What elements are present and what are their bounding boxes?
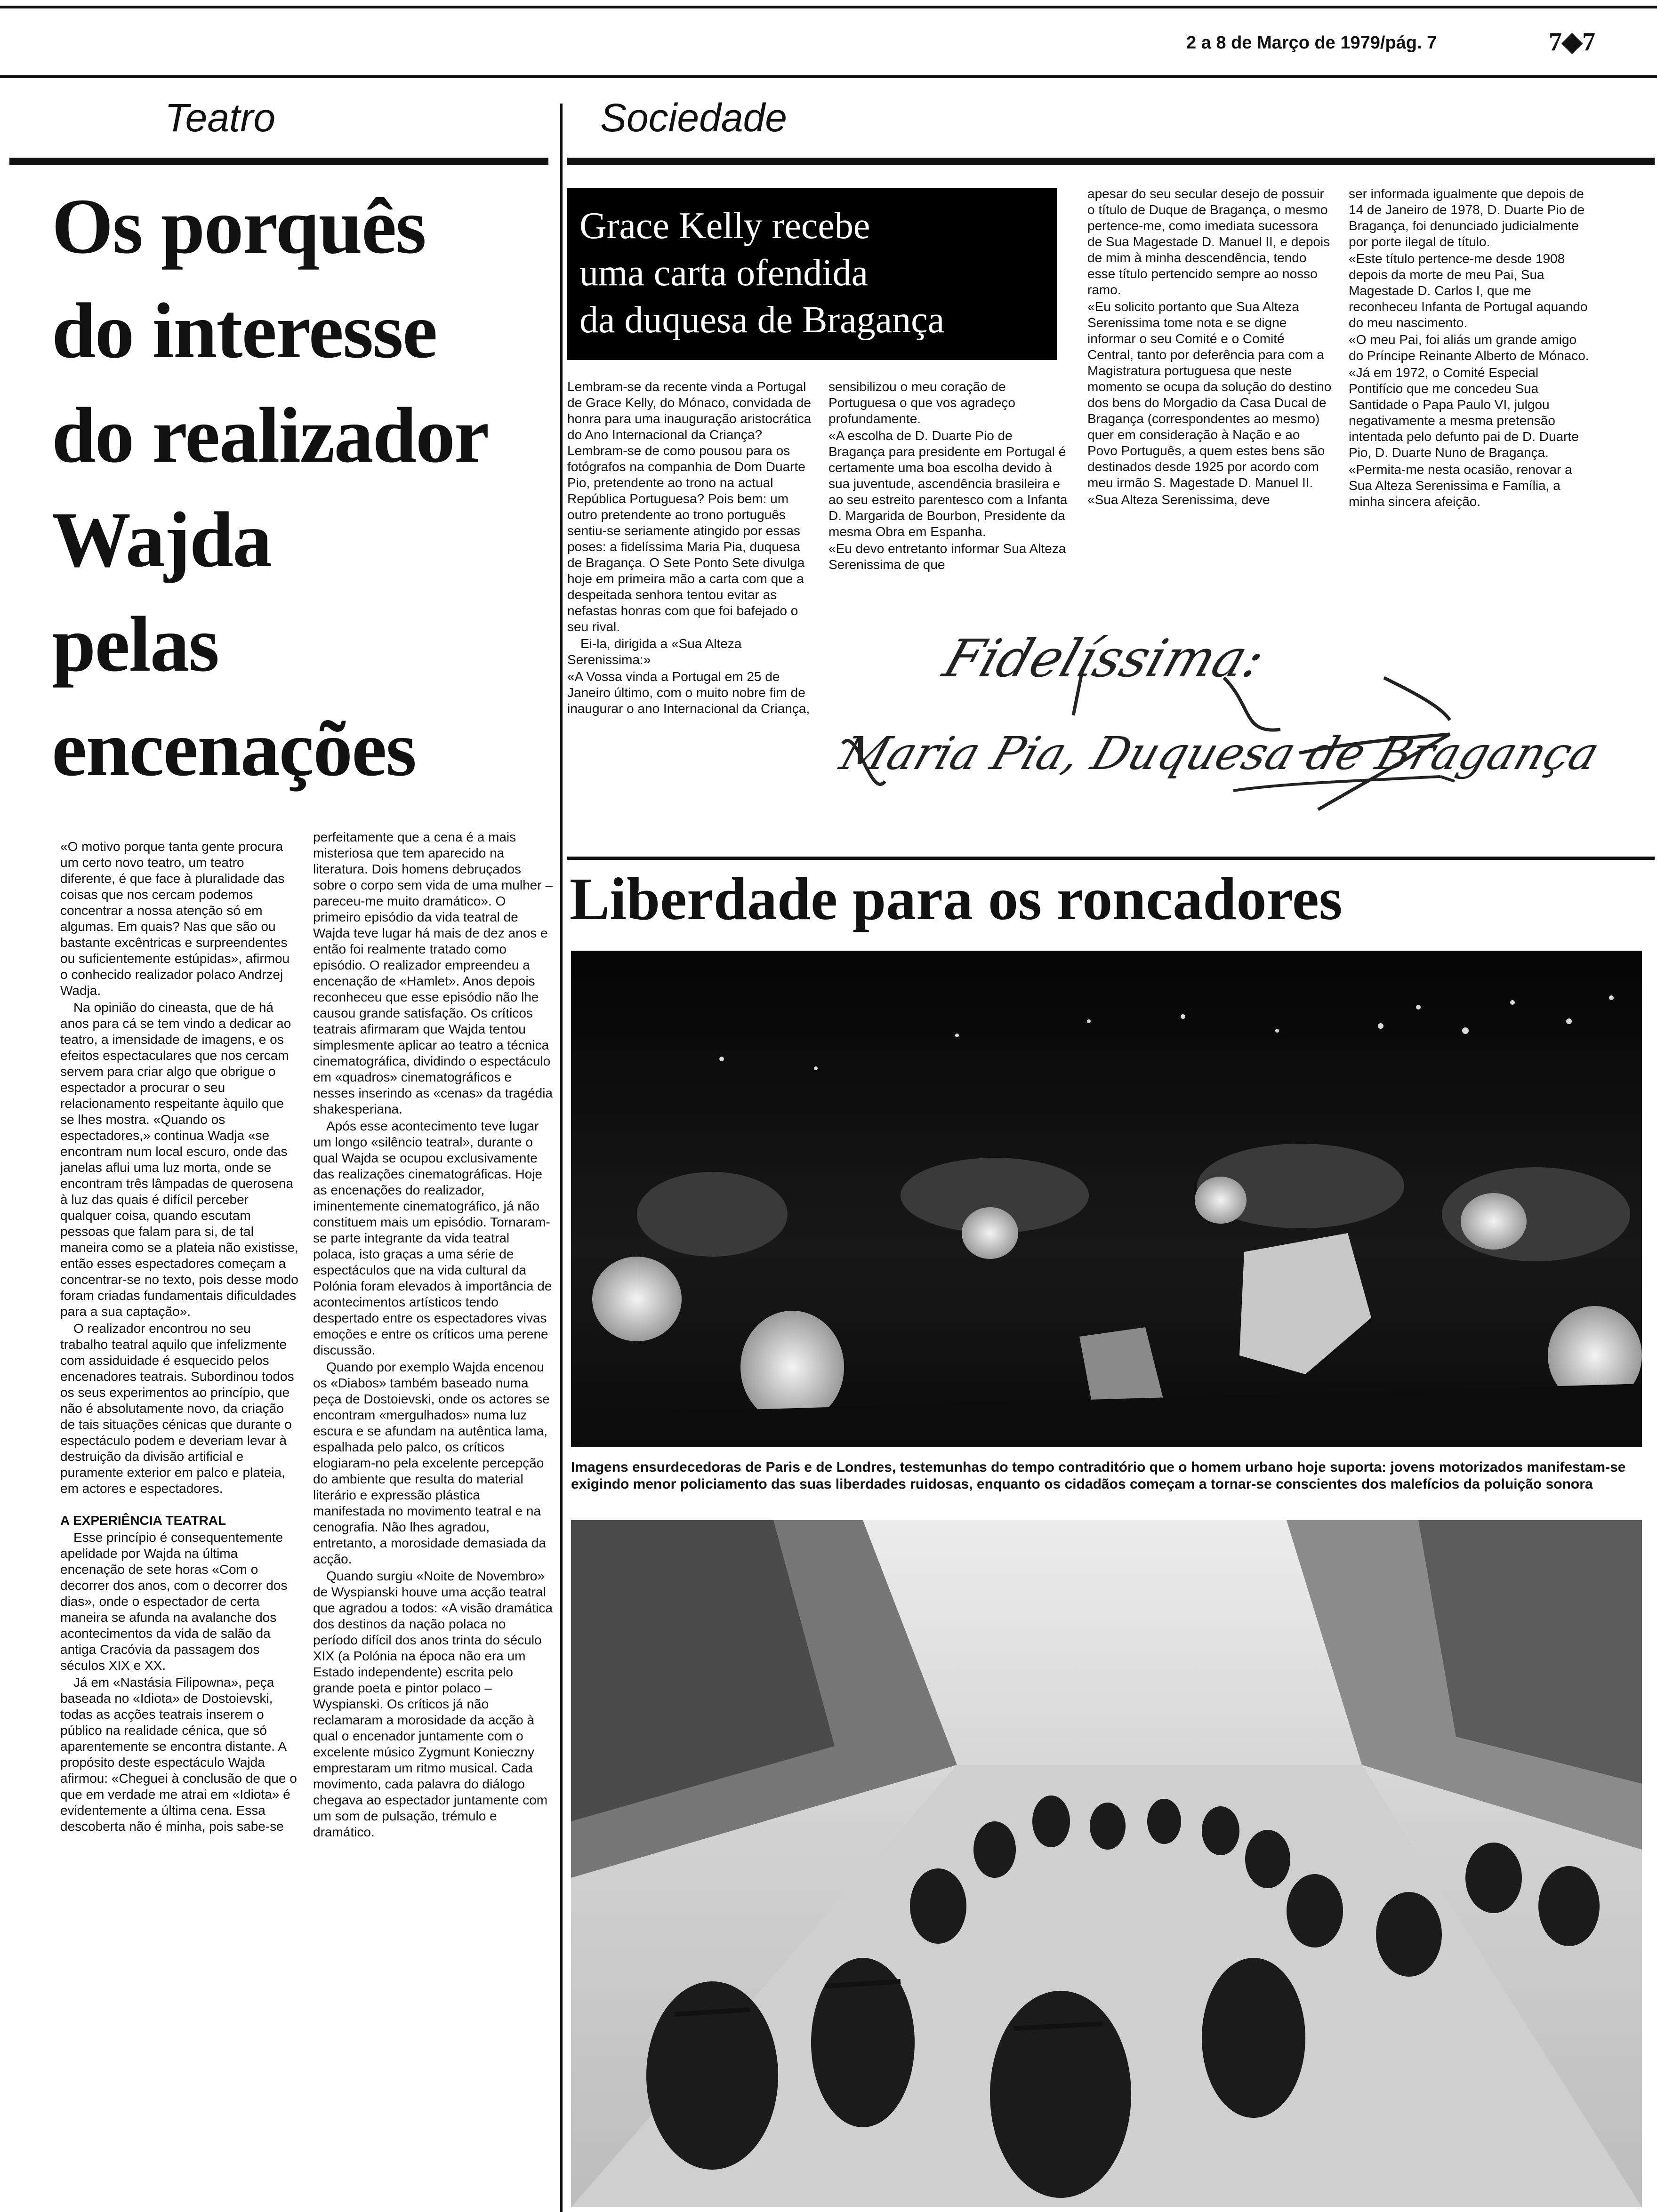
newspaper-logo: 7◆7 — [1549, 27, 1596, 56]
wajda-headline-line: do realizador — [52, 392, 489, 479]
article-paragraph: «Sua Alteza Serenissima, deve — [1087, 492, 1270, 507]
article-paragraph: apesar do seu secular desejo de possuir o título de Duque de Bragança, o mesmo pertence-me, como imediata sucessora de Sua Magestade D. Manuel II, e depois de mim à minha descendência, tendo esse título pertencido sempre ao nosso ramo. — [1087, 186, 1330, 297]
article-paragraph: Quando surgiu «Noite de Novembro» de Wyspianski houve uma acção teatral que agradou a todos: «A visão dramática dos destinos da nação polaca no período difícil dos anos trinta do século XIX (a Polónia na época não era um Estado independente) escrita pelo grande poeta e pintor polaco – Wyspianski. Os críticos já não reclamaram a morosidade da acção à qual o encenador juntamente com o excelente músico Zygmunt Konieczny emprestaram um ritmo musical. Cada movimento, cada palavra do diálogo chegava ao espectador juntamente com um som de pulsação, trémulo e dramático. — [313, 1569, 553, 1839]
wajda-headline-line: Os porquês — [52, 183, 426, 270]
article-paragraph: Na opinião do cineasta, que de há anos para cá se tem vindo a dedicar ao teatro, a imensidade de imagens, e os efeitos espectaculares que nos cercam servem para criar algo que obrigue o espectador a procurar o seu relacionamento respeitante àquilo que se lhes mostra. «Quando os espectadores,» continua Wadja «se encontram num local escuro, onde das janelas aflui uma luz morta, onde se encontram três lâmpadas de querosena à luz das quais é difícil perceber qualquer coisa, quando escutam pessoas que falam para si, de tal maneira como se a plateia não existisse, então esses espectadores começam a concentrar-se no texto, pois desse modo foram criadas fundamentais dificuldades para a sua captação». — [60, 1000, 298, 1319]
article-paragraph: «Eu devo entretanto informar Sua Alteza Serenissima de que — [828, 541, 1066, 572]
wajda-article-column-2 — [313, 829, 553, 1841]
grace-headline-line: da duquesa de Bragança — [579, 299, 945, 341]
header-rule — [0, 75, 1657, 78]
article-paragraph: «Já em 1972, o Comité Especial Pontifício que me concedeu Sua Santidade o Papa Paulo VI, julgou negativamente a mesma pretensão intentada pelo defunto pai de D. Duarte Pio, D. Duarte Nuno de Bragança. — [1349, 365, 1579, 460]
article-paragraph: perfeitamente que a cena é a mais misteriosa que tem aparecido na literatura. Dois homens debruçados sobre o corpo sem vida de uma mulher – pareceu-me muito dramático». O primeiro episódio da vida teatral de Wajda teve lugar há mais de dez anos e então foi realmente tratado como episódio. O realizador empreendeu a encenação de «Hamlet». Anos depois reconheceu que esse episódio não lhe causou grande satisfação. Os críticos teatrais afirmaram que Wajda tentou simplesmente aplicar ao teatro a técnica cinematográfica, dividindo o espectáculo em «quadros» cinematográficos e nesses inserindo as «cenas» da tragédia shakesperiana. — [313, 830, 553, 1116]
wajda-headline-line: Wajda — [52, 496, 272, 584]
article-paragraph: Quando por exemplo Wajda encenou os «Diabos» também baseado numa peça de Dostoievski, onde os actores se encontram «mergulhados» numa luz escura e se afundam na autêntica lama, espalhada pelo palco, os críticos elogiaram-no pela excelente percepção do ambiente que resulta do material literário e expressão plástica manifestada no movimento teatral e na cenografia. Não lhes agradou, entretanto, a morosidade demasiada da acção. — [313, 1360, 550, 1566]
article-paragraph: «Eu solicito portanto que Sua Alteza Serenissima tome nota e se digne informar o seu Comité e o Comité Central, tanto por deferência para com a Magistratura portuguesa que neste momento se ocupa da solução do destino dos bens do Morgadio da Casa Ducal de Bragança (correspondentes ao mesmo) quer em consideração à Nação e ao Povo Português, a quem estes bens são destinados desde 1925 por acordo com meu irmão S. Magestade D. Manuel II. — [1087, 299, 1332, 490]
article-paragraph: Esse princípio é consequentemente apelidade por Wajda na última encenação de sete horas «Com o decorrer dos anos, com o decorrer dos dias», onde o espectador de certa maneira se afunda na avalanche dos acontecimentos da vida de salão da antiga Cracóvia da passagem dos séculos XIX e XX. — [60, 1530, 288, 1673]
signature-fidelissima: Fidelíssima: — [936, 628, 1273, 689]
london-motorcyclists-photo — [571, 1520, 1642, 2207]
grace-kelly-headline-box — [567, 188, 1057, 360]
wajda-headline — [52, 174, 488, 801]
article-paragraph: Já em «Nastásia Filipowna», peça baseada no «Idiota» de Dostoievski, todas as acções teatrais inserem o público na realidade cénica, que só aparentemente se encontra distante. A propósito deste espectáculo Wajda afirmou: «Cheguei à conclusão de que o que em verdade me atrai em «Idiota» é evidentemente a última cena. Essa descoberta não é minha, pois sabe-se — [60, 1675, 297, 1834]
liberdade-top-rule — [567, 857, 1655, 860]
wajda-headline-line: encenações — [52, 705, 416, 793]
paris-motorcyclists-photo — [571, 951, 1642, 1447]
article-subhead: A EXPERIÊNCIA TEATRAL — [60, 1513, 226, 1528]
article-paragraph: «A Vossa vinda a Portugal em 25 de Janeiro último, com o muito nobre fim de inaugurar o ano Internacional da Criança, — [567, 669, 810, 716]
section-title-teatro: Teatro — [165, 96, 276, 140]
issue-date-page: 2 a 8 de Março de 1979/pág. 7 — [1186, 33, 1437, 53]
photo-caption: Imagens ensurdecedoras de Paris e de Londres, testemunhas do tempo contraditório que o homem urbano hoje suporta: jovens motorizados manifestam-se exigindo menor policiamento das suas liberdades ruidosas, enquanto os cidadãos começam a tornar-se conscientes dos malefícios da poluição sonora — [571, 1459, 1626, 1492]
teatro-heavy-rule — [9, 158, 548, 165]
signature-maria-pia: Maria Pia, Duquesa de Bragança — [834, 727, 1606, 780]
signature-flourish-strokes — [828, 649, 1629, 857]
article-paragraph: «O meu Pai, foi aliás um grande amigo do Príncipe Reinante Alberto de Mónaco. — [1349, 332, 1589, 363]
wajda-headline-line: do interesse — [52, 287, 437, 375]
section-divider — [560, 104, 563, 2212]
liberdade-headline: Liberdade para os roncadores — [570, 866, 1343, 932]
article-paragraph: «Permita-me nesta ocasião, renovar a Sua Alteza Serenissima e Família, a minha sincera afeição. — [1349, 462, 1572, 509]
wajda-article-column-1 — [60, 839, 300, 1835]
article-paragraph: sensibilizou o meu coração de Portuguesa o que vos agradeço profundamente. — [828, 379, 1015, 426]
section-title-sociedade: Sociedade — [600, 96, 787, 140]
grace-headline-line: uma carta ofendida — [579, 252, 869, 294]
grace-article-column-2 — [828, 379, 1069, 574]
sociedade-heavy-rule — [567, 158, 1655, 165]
grace-article-column-4 — [1349, 186, 1593, 511]
grace-article-column-3 — [1087, 186, 1332, 509]
wajda-headline-line: pelas — [52, 601, 219, 688]
article-paragraph: ser informada igualmente que depois de 14 de Janeiro de 1978, D. Duarte Pio de Bragança, foi denunciado judicialmente por porte ilegal de título. — [1349, 186, 1585, 249]
article-paragraph: O realizador encontrou no seu trabalho teatral aquilo que infelizmente com assiduidade é esquecido pelos encenadores teatrais. Subordinou todos os seus experimentos ao princípio, que não é absolutamente novo, da criação de tais situações cénicas que durante o espectáculo podem e deveriam levar à destruição da divisão artificial e puramente exterior em palco e plateia, em actores e espectadores. — [60, 1321, 294, 1496]
article-paragraph: «O motivo porque tanta gente procura um certo novo teatro, um teatro diferente, é que face à pluralidade das coisas que nos cercam podemos concentrar a nossa atenção só em algumas. Em quais? Nas que são ou bastante excêntricas e surpreendentes ou suficientemente estúpidas», afirmou o conhecido realizador polaco Andrzej Wadja. — [60, 839, 290, 998]
article-paragraph: «A escolha de D. Duarte Pio de Bragança para presidente em Portugal é certamente uma boa escolha devido à sua juventude, ascendência brasileira e ao seu estreito parentesco com a Infanta D. Margarida de Bourbon, Presidente da mesma Obra em Espanha. — [828, 428, 1068, 539]
article-paragraph: Após esse acontecimento teve lugar um longo «silêncio teatral», durante o qual Wajda se ocupou exclusivamente das realizações cinematográficas. Hoje as encenações do realizador, iminentemente cinematográfico, já não constituem mais um episódio. Tornaram-se parte integrante da vida teatral polaca, isto graças a uma série de espectáculos que na vida cultural da Polónia foram elevados à importância de acontecimentos artísticos tendo despertado entre os espectadores vivas emoções e entre os críticos uma perene discussão. — [313, 1119, 552, 1357]
grace-headline-line: Grace Kelly recebe — [579, 205, 870, 247]
article-paragraph: Ei-la, dirigida a «Sua Alteza Serenissima:» — [567, 636, 742, 667]
article-paragraph: Lembram-se da recente vinda a Portugal de Grace Kelly, do Mónaco, convidada de honra para uma inauguração aristocrática do Ano Internacional da Criança? Lembram-se de como pousou para os fotógrafos na companhia de Dom Duarte Pio, pretendente ao trono na actual República Portuguesa? Pois bem: um outro pretendente ao trono português sentiu-se seriamente atingido por essas poses: a fidelíssima Maria Pia, duquesa de Bragança. O Sete Ponto Sete divulga hoje em primeira mão a carta com que a despeitada senhora tentou evitar as nefastas honras com que foi bafejado o seu rival. — [567, 379, 812, 634]
grace-article-column-1 — [567, 379, 812, 718]
article-paragraph: «Este título pertence-me desde 1908 depois da morte de meu Pai, Sua Magestade D. Carlos I, que me reconheceu Infanta de Portugal aquando do meu nascimento. — [1349, 251, 1588, 330]
top-border-rule — [0, 6, 1657, 8]
